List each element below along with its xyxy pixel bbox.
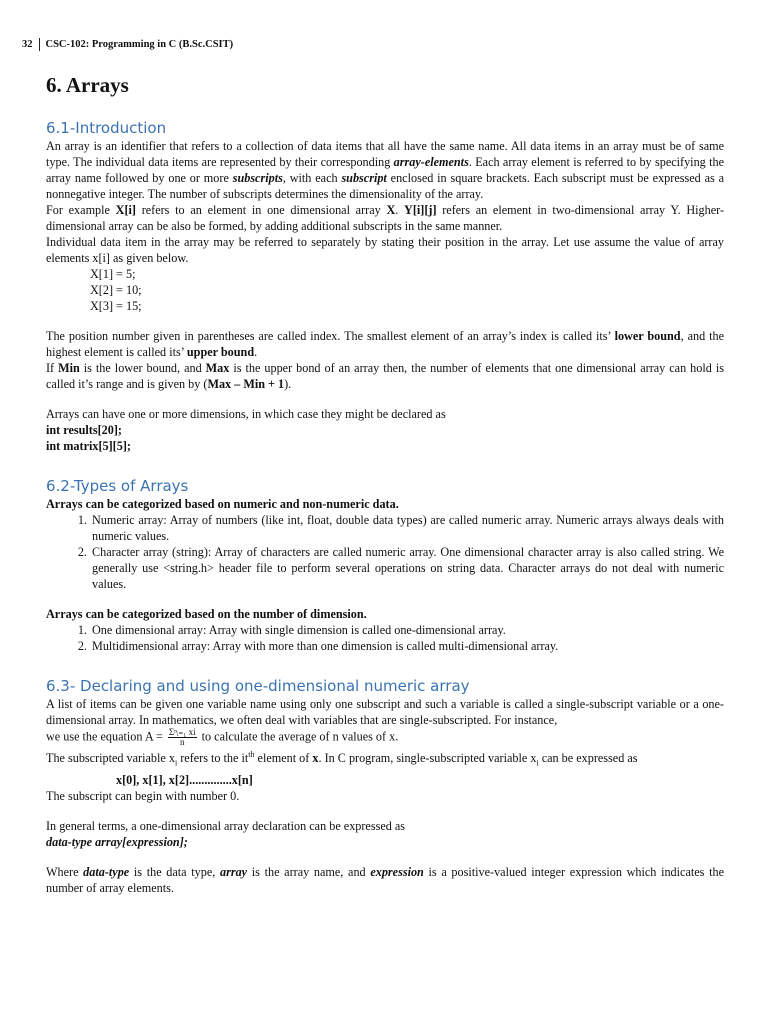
range-paragraph: If Min is the lower bound, and Max is the upper bond of an array then, the number of elements that one dimensional array can hold is called it’s range and is given by (Max – Min + 1). [46,361,724,391]
list-item: 2. Character array (string): Array of characters are called numeric array. One dimensional character array is also called string. We generally use <string.h> header file to perform several operations on string data. Character arrays do not deal with numeric values. [90,544,724,592]
section-heading-introduction: 6.1-Introduction [46,119,167,137]
intro-paragraph-3: Individual data item in the array may be referred to separately by stating their position in the array. Let use assume the value of array elements x[i] as given below. [46,235,724,265]
list-item: 2. Multidimensional array: Array with more than one dimension is called multi-dimensional array. [90,638,724,654]
subscript-paragraph: The subscripted variable $x_i$ refers to the $it^{th}$ element of x. In C program, single-subscripted variable $x_i$ can be expressed as [46,750,638,768]
general-declaration-syntax: data-type array[expression]; [46,834,188,849]
page-header [22,38,724,51]
list-item: 1. One dimensional array: Array with single dimension is called one-dimensional array. [90,622,724,638]
types-list-2 [46,622,724,654]
document-page [22,38,725,896]
list-item: 1. Numeric array: Array of numbers (like int, float, double data types) are called numeric array. Numeric arrays always deals with numeric values. [90,512,724,544]
declaration-example-2: int matrix[5][5]; [46,439,131,453]
section-heading-types: 6.2-Types of Arrays [46,477,189,495]
intro-paragraph-1: An array is an identifier that refers to a collection of data items that all have the same name. All data items in an array must be of same type. The individual data items are represented by their corresponding array-elements. Each array element is referred to by specifying the array name followed by one or more subscripts, with each subscript enclosed in square brackets. Each subscript must be expressed as a nonnegative integer. The number of subscripts determines the dimensionality of the array. [46,139,724,201]
types-list-1 [46,512,724,592]
declaring-paragraph-1: A list of items can be given one variable name using only one subscript and such a variable is called a single-subscript variable or a one-dimensional array. In mathematics, we often deal with variables that are single-subscripted. For instance, [46,697,724,727]
types-subheading-2: Arrays can be categorized based on the number of dimension. [46,607,367,621]
course-title: CSC-102: Programming in C (B.Sc.CSIT) [45,39,234,50]
example-code-block [46,266,724,314]
subscript-start-note: The subscript can begin with number 0. [46,788,240,803]
average-formula: $\frac{\text{Σⁿᵢ₌₁ xi}}{n}$ [168,727,196,747]
section-heading-declaring: 6.3- Declaring and using one-dimensional numeric array [46,677,470,695]
code-line: X[1] = 5; [90,267,136,281]
dimensions-paragraph: Arrays can have one or more dimensions, in which case they might be declared as [46,407,446,421]
code-line: X[2] = 10; [90,283,142,297]
chapter-title: 6. Arrays [46,73,129,97]
element-sequence: x[0], x[1], x[2]..............x[n] [116,772,253,787]
bounds-paragraph: The position number given in parentheses are called index. The smallest element of an array’s index is called its’ lower bound, and the highest element is called its’ upper bound. [46,329,724,359]
general-declaration-paragraph: In general terms, a one-dimensional array declaration can be expressed as [46,818,406,833]
declaration-example-1: int results[20]; [46,423,122,437]
types-subheading-1: Arrays can be categorized based on numeric and non-numeric data. [46,497,399,511]
code-line: X[3] = 15; [90,299,142,313]
page-number: 32 [22,38,40,51]
where-paragraph: Where data-type is the data type, array is the array name, and expression is a positive-valued integer expression which indicates the number of array elements. [46,864,724,895]
intro-paragraph-2: For example X[i] refers to an element in one dimensional array X. Y[i][j] refers an element in two-dimensional array Y. Higher-dimensional array can be also be formed, by adding additional subscripts in the same manner. [46,203,725,233]
equation-paragraph: we use the equation A = $\frac{\text{Σⁿᵢ₌₁ xi}}{n}$ to calculate the average of n values of x. [46,727,399,747]
